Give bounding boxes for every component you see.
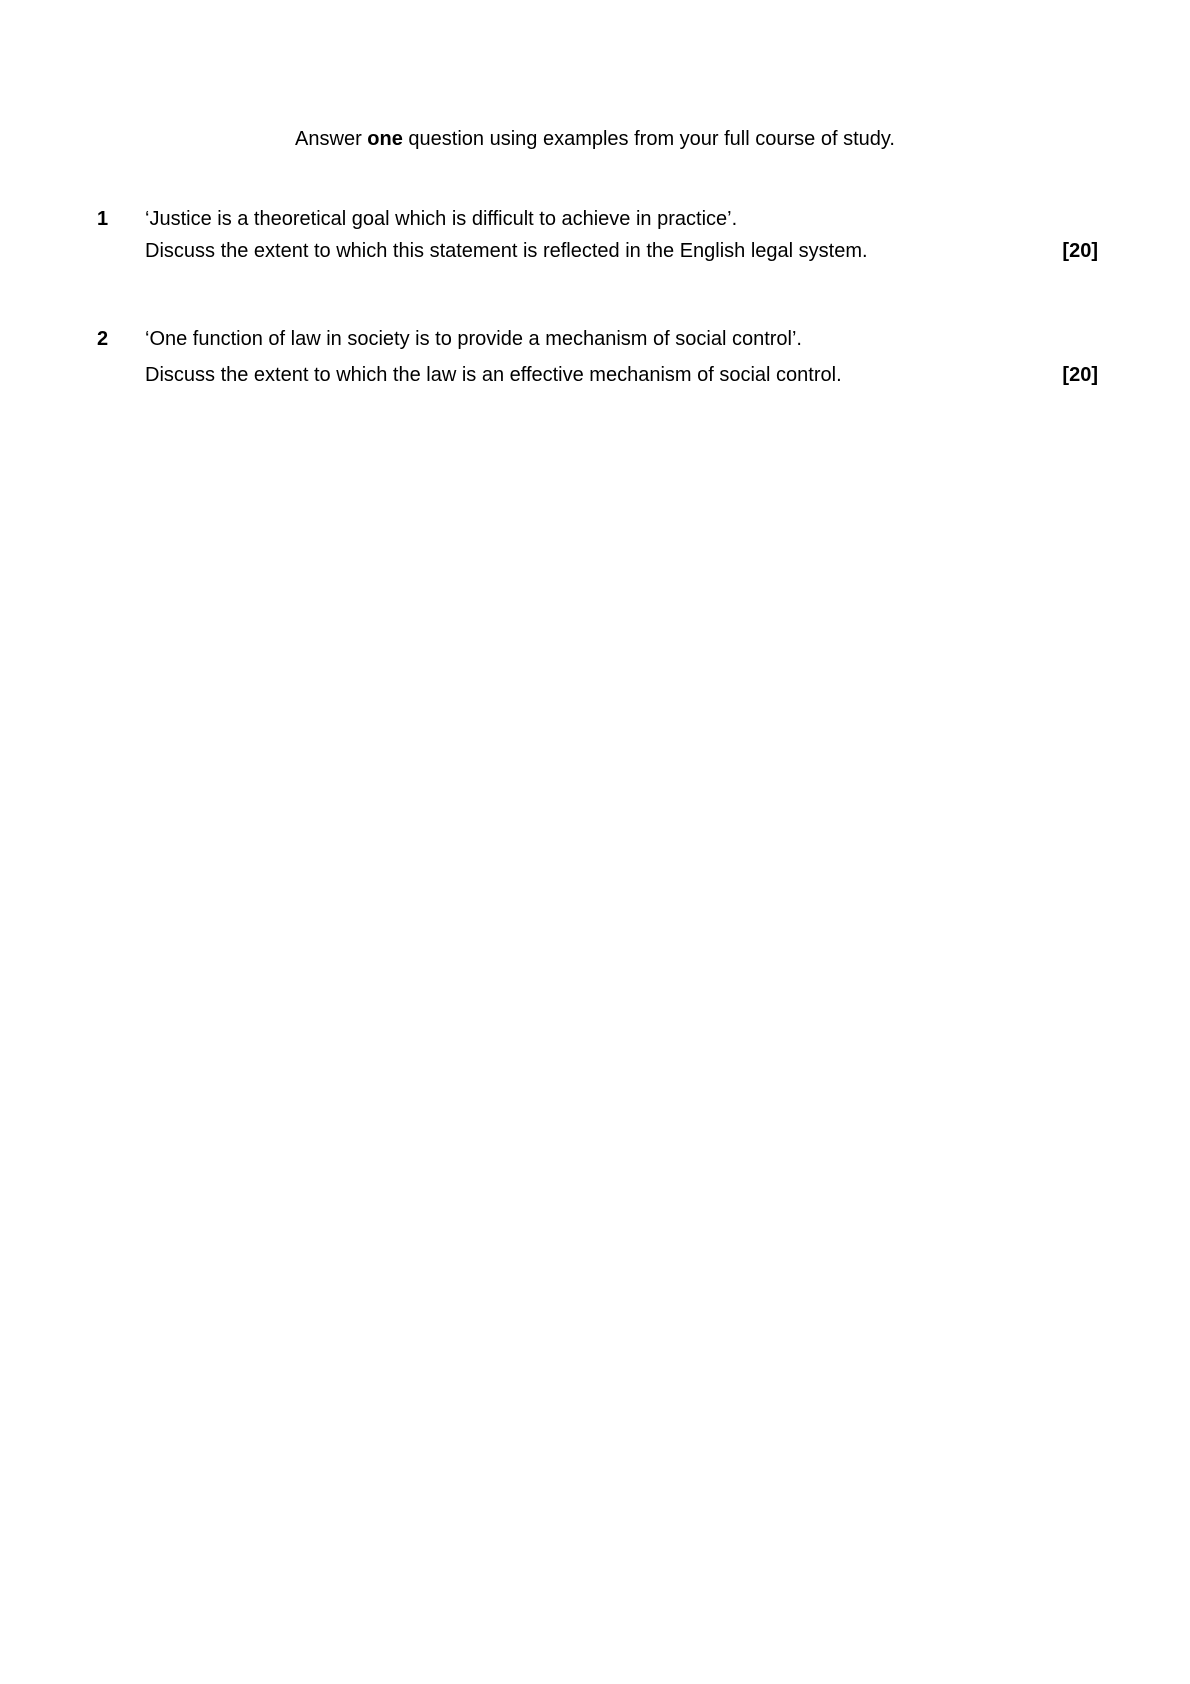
instruction-text — [0, 126, 1190, 152]
question-quote: ‘One function of law in society is to provide a mechanism of social control’. — [145, 328, 802, 350]
question-task: Discuss the extent to which the law is an effective mechanism of social control. — [145, 364, 842, 386]
question-number: 2 — [97, 328, 109, 350]
question-number: 1 — [97, 208, 109, 230]
instruction-emphasis: one — [367, 128, 403, 150]
instruction-after: question using examples from your full course of study. — [402, 128, 895, 150]
question-quote: ‘Justice is a theoretical goal which is difficult to achieve in practice’. — [145, 208, 738, 230]
question-marks: [20] — [1062, 364, 1098, 386]
question-marks: [20] — [1062, 240, 1098, 262]
question-task: Discuss the extent to which this statement is reflected in the English legal system. — [145, 240, 868, 262]
instruction-before: Answer — [295, 128, 368, 150]
